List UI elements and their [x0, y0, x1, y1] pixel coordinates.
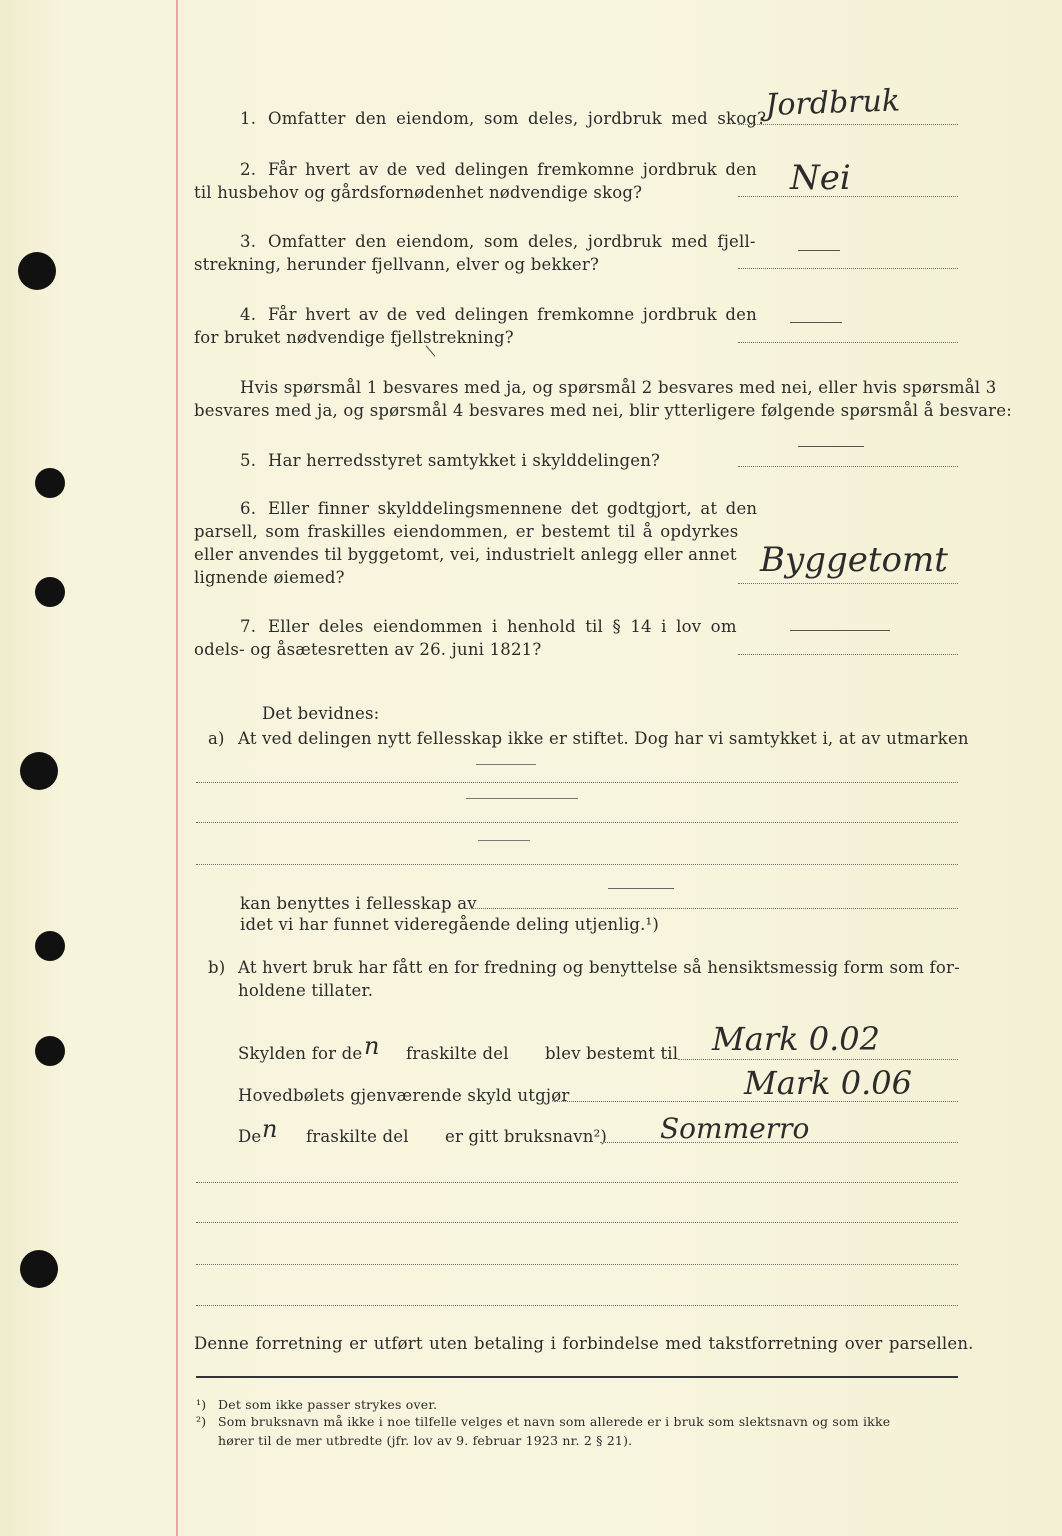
binder-hole	[35, 1036, 65, 1066]
fill-line	[196, 1182, 958, 1183]
answer-6-handwritten: Byggetomt	[760, 540, 948, 580]
binder-hole	[18, 252, 56, 290]
answer-line	[738, 268, 958, 269]
red-margin-line	[176, 0, 178, 1536]
skylden-label-b: fraskilte del	[406, 1044, 509, 1063]
bevidnes-a-label: a)	[208, 729, 225, 748]
question-4-text-line2: for bruket nødvendige fjellstrekning?	[194, 328, 514, 347]
bruksnavn-hand-suffix: n	[262, 1115, 278, 1143]
answer-5-dash	[798, 446, 864, 447]
answer-line	[738, 466, 958, 467]
binder-hole	[20, 1250, 58, 1288]
question-5-text: Har herredsstyret samtykket i skylddelingen?	[268, 451, 661, 470]
answer-line	[738, 124, 958, 125]
fill-line	[464, 908, 958, 909]
skylden-hand-suffix: n	[364, 1032, 380, 1060]
binder-hole	[35, 931, 65, 961]
footnote-2-mark: ²)	[196, 1414, 207, 1429]
question-3-text-line2: strekning, herunder fjellvann, elver og bekker?	[194, 255, 599, 274]
answer-line	[738, 583, 958, 584]
hovedbol-label: Hovedbølets gjenværende skyld utgjør	[238, 1086, 570, 1105]
bevidnes-b-line1: At hvert bruk har fått en for fredning og benyttelse så hensiktsmessig form som for-	[238, 958, 960, 977]
bevidnes-heading: Det bevidnes:	[262, 704, 380, 723]
question-6-text-line1: Eller finner skylddelingsmennene det godtgjort, at den	[268, 499, 758, 518]
question-5-number: 5.	[240, 451, 257, 470]
answer-2-handwritten: Nei	[790, 158, 851, 198]
question-7-text-line2: odels- og åsætesretten av 26. juni 1821?	[194, 640, 542, 659]
bruksnavn-label-c: er gitt bruksnavn²)	[445, 1127, 608, 1146]
fill-line	[196, 1305, 958, 1306]
question-1-number: 1.	[240, 109, 257, 128]
utjenlig-text: idet vi har funnet videregående deling utjenlig.¹)	[240, 915, 659, 934]
footnote-2-text-line2: hører til de mer utbredte (jfr. lov av 9. februar 1923 nr. 2 § 21).	[218, 1433, 633, 1448]
answer-3-dash	[798, 250, 840, 251]
binder-hole	[35, 468, 65, 498]
answer-1-handwritten: Jordbruk	[764, 83, 901, 123]
answer-line	[738, 342, 958, 343]
fill-line	[196, 1264, 958, 1265]
strike-dash	[466, 798, 578, 799]
strike-dash	[608, 888, 674, 889]
question-2-text-line2: til husbehov og gårdsfornødenhet nødvendige skog?	[194, 183, 643, 202]
strike-dash	[476, 764, 536, 765]
answer-7-dash	[790, 630, 890, 631]
question-2-number: 2.	[240, 160, 257, 179]
question-1-text: Omfatter den eiendom, som deles, jordbruk med skog?	[268, 109, 767, 128]
question-4-number: 4.	[240, 305, 257, 324]
skylden-label-c: blev bestemt til	[545, 1044, 679, 1063]
bevidnes-a-text: At ved delingen nytt fellesskap ikke er stiftet. Dog har vi samtykket i, at av utmarken	[238, 729, 969, 748]
answer-4-dash	[790, 322, 842, 323]
bruksnavn-value-handwritten: Sommerro	[660, 1112, 810, 1145]
bevidnes-b-label: b)	[208, 958, 226, 977]
fill-line	[196, 782, 958, 783]
binder-hole	[35, 577, 65, 607]
footnote-2-text: Som bruksnavn må ikke i noe tilfelle velges et navn som allerede er i bruk som slektsnavn og som ikke	[218, 1414, 891, 1429]
footnote-1-text: Det som ikke passer strykes over.	[218, 1397, 438, 1412]
closing-statement: Denne forretning er utført uten betaling i forbindelse med takstforretning over parsellen.	[194, 1334, 974, 1353]
question-3-number: 3.	[240, 232, 257, 251]
question-6-text-line4: lignende øiemed?	[194, 568, 345, 587]
bruksnavn-label-b: fraskilte del	[306, 1127, 409, 1146]
answer-line	[738, 654, 958, 655]
question-6-text-line2: parsell, som fraskilles eiendommen, er bestemt til å opdyrkes	[194, 522, 739, 541]
strike-dash	[478, 840, 530, 841]
fill-line	[196, 822, 958, 823]
condition-line2: besvares med ja, og spørsmål 4 besvares med nei, blir ytterligere følgende spørsmål å besvare:	[194, 401, 1012, 420]
skylden-value-handwritten: Mark 0.02	[712, 1020, 880, 1058]
fill-line	[678, 1059, 958, 1060]
bevidnes-b-line2: holdene tillater.	[238, 981, 374, 1000]
fellesskap-text: kan benyttes i fellesskap av	[240, 894, 477, 913]
question-4-text-line1: Får hvert av de ved delingen fremkomne jordbruk den	[268, 305, 757, 324]
question-7-number: 7.	[240, 617, 257, 636]
footnote-separator	[196, 1376, 958, 1378]
fill-line	[196, 864, 958, 865]
question-2-text-line1: Får hvert av de ved delingen fremkomne jordbruk den	[268, 160, 757, 179]
condition-line1: Hvis spørsmål 1 besvares med ja, og spørsmål 2 besvares med nei, eller hvis spørsmål 3	[240, 378, 997, 397]
skylden-label-a: Skylden for de	[238, 1044, 363, 1063]
question-7-text-line1: Eller deles eiendommen i henhold til § 14 i lov om	[268, 617, 737, 636]
fill-line	[196, 1222, 958, 1223]
question-6-number: 6.	[240, 499, 257, 518]
binder-hole	[20, 752, 58, 790]
bruksnavn-label-a: De	[238, 1127, 262, 1146]
footnote-1-mark: ¹)	[196, 1397, 207, 1412]
question-6-text-line3: eller anvendes til byggetomt, vei, industrielt anlegg eller annet	[194, 545, 737, 564]
hovedbol-value-handwritten: Mark 0.06	[744, 1064, 912, 1102]
question-3-text-line1: Omfatter den eiendom, som deles, jordbruk med fjell-	[268, 232, 756, 251]
